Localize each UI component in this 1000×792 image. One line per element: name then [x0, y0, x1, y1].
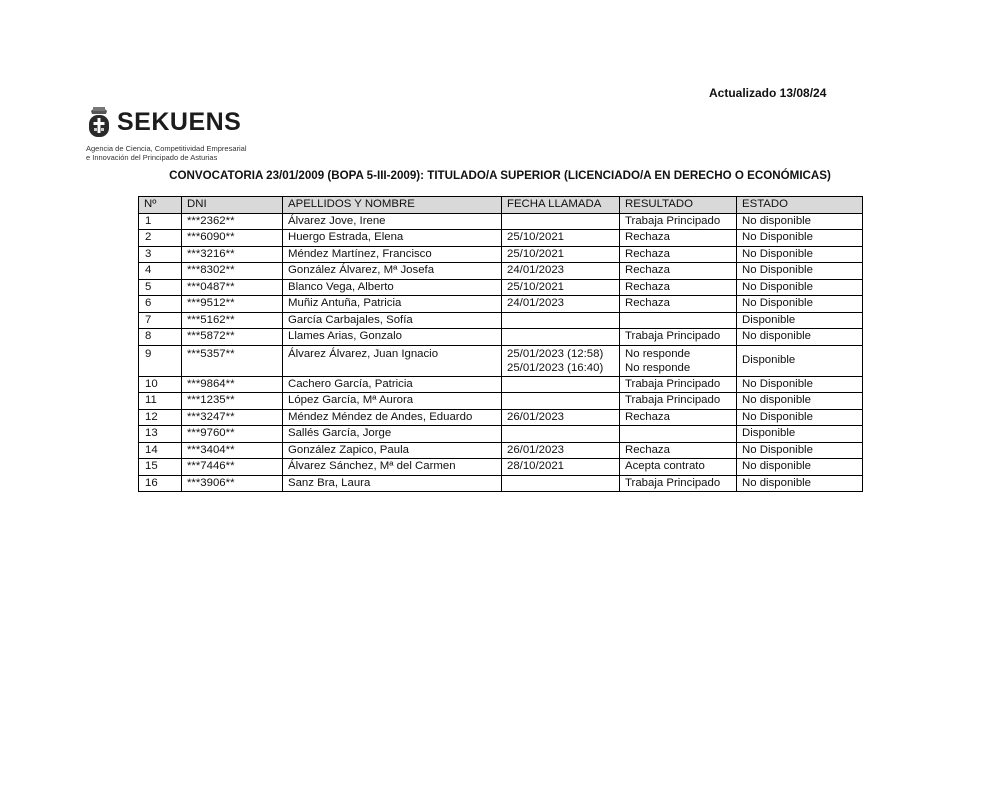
- cell-number: 8: [139, 329, 182, 346]
- col-header-name: APELLIDOS Y NOMBRE: [283, 197, 502, 214]
- cell-number: 10: [139, 376, 182, 393]
- cell-status: No Disponible: [737, 409, 863, 426]
- call-date-line: 26/01/2023: [507, 443, 565, 456]
- cell-status: No Disponible: [737, 296, 863, 313]
- asturias-crest-icon: [86, 104, 112, 140]
- result-line: Rechaza: [625, 231, 670, 243]
- table-row: [139, 279, 863, 296]
- call-date-line: 24/01/2023: [507, 297, 565, 309]
- cell-status: No disponible: [737, 329, 863, 346]
- cell-number: 12: [139, 409, 182, 426]
- table-row: [139, 376, 863, 393]
- cell-call-date: [502, 213, 620, 230]
- result-line: Rechaza: [625, 410, 670, 423]
- cell-result: [620, 213, 737, 230]
- table-row: [139, 296, 863, 313]
- result-line: Rechaza: [625, 443, 670, 456]
- cell-status: No Disponible: [737, 442, 863, 459]
- cell-dni: ***6090**: [182, 230, 283, 247]
- cell-number: 14: [139, 442, 182, 459]
- result-line: Acepta contrato: [625, 460, 705, 472]
- cell-status: No disponible: [737, 459, 863, 476]
- cell-name: García Carbajales, Sofía: [283, 312, 502, 329]
- cell-name: Muñiz Antuña, Patricia: [283, 296, 502, 313]
- col-header-call-date: FECHA LLAMADA: [502, 197, 620, 214]
- result-line: Rechaza: [625, 264, 670, 276]
- cell-call-date: [502, 279, 620, 296]
- cell-name: Huergo Estrada, Elena: [283, 230, 502, 247]
- candidates-table: [138, 196, 863, 492]
- cell-dni: ***3247**: [182, 409, 283, 426]
- cell-number: 7: [139, 312, 182, 329]
- cell-call-date: [502, 263, 620, 280]
- cell-call-date: [502, 409, 620, 426]
- call-date-line: 26/01/2023: [507, 410, 565, 423]
- table-row: [139, 213, 863, 230]
- cell-number: 5: [139, 279, 182, 296]
- cell-call-date: [502, 426, 620, 443]
- cell-name: Méndez Martínez, Francisco: [283, 246, 502, 263]
- col-header-result: RESULTADO: [620, 197, 737, 214]
- agency-subtitle: [86, 144, 247, 162]
- cell-call-date: [502, 376, 620, 393]
- cell-dni: ***5872**: [182, 329, 283, 346]
- cell-result: [620, 230, 737, 247]
- cell-dni: ***9512**: [182, 296, 283, 313]
- table-row: [139, 329, 863, 346]
- cell-status: Disponible: [737, 345, 863, 376]
- cell-dni: ***0487**: [182, 279, 283, 296]
- cell-number: 1: [139, 213, 182, 230]
- table-body: [139, 213, 863, 492]
- call-date-line: 24/01/2023: [507, 264, 565, 276]
- cell-call-date: [502, 312, 620, 329]
- call-date-line: 25/01/2023 (12:58): [507, 347, 604, 360]
- call-date-line: 25/10/2021: [507, 280, 565, 293]
- cell-number: 16: [139, 475, 182, 492]
- result-line: No responde: [625, 347, 691, 360]
- cell-status: Disponible: [737, 426, 863, 443]
- call-date-line: 25/10/2021: [507, 231, 565, 243]
- table-row: [139, 263, 863, 280]
- document-title: CONVOCATORIA 23/01/2009 (BOPA 5-III-2009): TITULADO/A SUPERIOR (LICENCIADO/A EN DERECHO O ECONÓMICAS): [169, 169, 831, 182]
- table-row: [139, 230, 863, 247]
- call-date-line: 25/01/2023 (16:40): [507, 361, 604, 374]
- col-header-number: Nº: [139, 197, 182, 214]
- cell-call-date: [502, 475, 620, 492]
- cell-status: No disponible: [737, 475, 863, 492]
- table-header-row: [139, 197, 863, 214]
- cell-dni: ***3404**: [182, 442, 283, 459]
- cell-dni: ***9864**: [182, 376, 283, 393]
- cell-name: Álvarez Sánchez, Mª del Carmen: [283, 459, 502, 476]
- table-row: [139, 409, 863, 426]
- cell-call-date: [502, 393, 620, 410]
- cell-dni: ***3906**: [182, 475, 283, 492]
- cell-result: [620, 475, 737, 492]
- cell-dni: ***9760**: [182, 426, 283, 443]
- cell-call-date: [502, 345, 620, 376]
- result-line: Rechaza: [625, 297, 670, 309]
- subtitle-line-1: Agencia de Ciencia, Competitividad Empresarial: [86, 144, 247, 153]
- cell-dni: ***7446**: [182, 459, 283, 476]
- call-date-line: 28/10/2021: [507, 460, 565, 472]
- result-line: No responde: [625, 361, 691, 374]
- cell-result: [620, 246, 737, 263]
- cell-number: 6: [139, 296, 182, 313]
- cell-result: [620, 345, 737, 376]
- cell-number: 9: [139, 345, 182, 376]
- cell-status: No Disponible: [737, 230, 863, 247]
- cell-call-date: [502, 246, 620, 263]
- cell-call-date: [502, 442, 620, 459]
- cell-result: [620, 263, 737, 280]
- updated-date: Actualizado 13/08/24: [709, 86, 827, 100]
- cell-name: Sanz Bra, Laura: [283, 475, 502, 492]
- cell-number: 11: [139, 393, 182, 410]
- cell-dni: ***8302**: [182, 263, 283, 280]
- table-row: [139, 393, 863, 410]
- cell-dni: ***3216**: [182, 246, 283, 263]
- cell-result: [620, 426, 737, 443]
- cell-status: No Disponible: [737, 263, 863, 280]
- cell-result: [620, 459, 737, 476]
- cell-status: No disponible: [737, 213, 863, 230]
- cell-call-date: [502, 459, 620, 476]
- col-header-dni: DNI: [182, 197, 283, 214]
- cell-status: Disponible: [737, 312, 863, 329]
- cell-name: Sallés García, Jorge: [283, 426, 502, 443]
- result-line: Trabaja Principado: [625, 394, 721, 406]
- result-line: Rechaza: [625, 247, 670, 260]
- cell-result: [620, 393, 737, 410]
- cell-name: Llames Arias, Gonzalo: [283, 329, 502, 346]
- table-row: [139, 246, 863, 263]
- cell-dni: ***2362**: [182, 213, 283, 230]
- table-row: [139, 345, 863, 376]
- cell-result: [620, 442, 737, 459]
- table-row: [139, 426, 863, 443]
- table-row: [139, 475, 863, 492]
- cell-number: 15: [139, 459, 182, 476]
- cell-number: 2: [139, 230, 182, 247]
- cell-name: González Álvarez, Mª Josefa: [283, 263, 502, 280]
- cell-number: 3: [139, 246, 182, 263]
- result-line: Rechaza: [625, 280, 670, 293]
- cell-result: [620, 279, 737, 296]
- cell-status: No Disponible: [737, 246, 863, 263]
- subtitle-line-2: e Innovación del Principado de Asturias: [86, 153, 218, 162]
- cell-name: Álvarez Jove, Irene: [283, 213, 502, 230]
- cell-status: No disponible: [737, 393, 863, 410]
- cell-call-date: [502, 230, 620, 247]
- cell-dni: ***5162**: [182, 312, 283, 329]
- result-line: Trabaja Principado: [625, 214, 721, 227]
- cell-name: López García, Mª Aurora: [283, 393, 502, 410]
- cell-result: [620, 312, 737, 329]
- cell-result: [620, 409, 737, 426]
- cell-result: [620, 376, 737, 393]
- result-line: Trabaja Principado: [625, 476, 721, 489]
- cell-dni: ***1235**: [182, 393, 283, 410]
- table-row: [139, 459, 863, 476]
- cell-status: No Disponible: [737, 279, 863, 296]
- call-date-line: 25/10/2021: [507, 247, 565, 260]
- sekuens-logo: [86, 104, 247, 162]
- table-row: [139, 442, 863, 459]
- cell-status: No Disponible: [737, 376, 863, 393]
- cell-number: 4: [139, 263, 182, 280]
- result-line: Trabaja Principado: [625, 377, 721, 390]
- cell-result: [620, 329, 737, 346]
- cell-number: 13: [139, 426, 182, 443]
- cell-name: Álvarez Álvarez, Juan Ignacio: [283, 345, 502, 376]
- cell-dni: ***5357**: [182, 345, 283, 376]
- result-line: Trabaja Principado: [625, 330, 721, 342]
- brand-name: SEKUENS: [117, 107, 242, 136]
- cell-name: Cachero García, Patricia: [283, 376, 502, 393]
- cell-name: Méndez Méndez de Andes, Eduardo: [283, 409, 502, 426]
- table-row: [139, 312, 863, 329]
- cell-result: [620, 296, 737, 313]
- cell-name: Blanco Vega, Alberto: [283, 279, 502, 296]
- cell-name: González Zapico, Paula: [283, 442, 502, 459]
- col-header-status: ESTADO: [737, 197, 863, 214]
- cell-call-date: [502, 329, 620, 346]
- cell-call-date: [502, 296, 620, 313]
